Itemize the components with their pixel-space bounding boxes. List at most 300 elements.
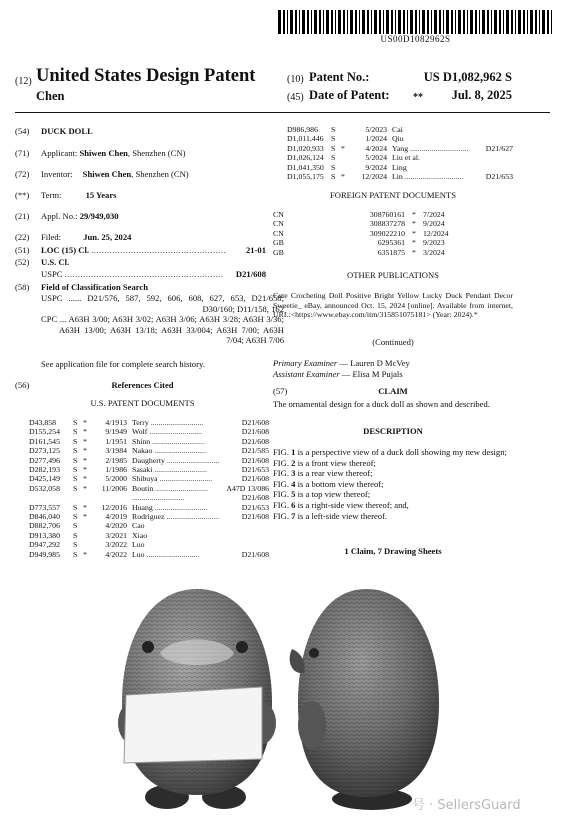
ref-name (132, 456, 224, 465)
ref-cell: S (73, 427, 78, 437)
fig-text: is a right-side view thereof; and, (295, 499, 409, 510)
ref-cell: D273,125 (29, 446, 60, 456)
ref-dots: ........................... (147, 427, 202, 437)
ref-cell: 1/1951 (105, 436, 127, 446)
ref-cell (341, 163, 353, 172)
us-cl-label: U.S. Cl. (41, 257, 70, 267)
ref-class: D21/653 (485, 172, 513, 182)
patent-type-title: United States Design Patent (36, 66, 256, 86)
ref-cell: D986,986 (287, 125, 318, 134)
ref-cell: 1/1986 (105, 465, 127, 475)
table-row (29, 540, 269, 549)
fig-text: is a rear view thereof; (295, 468, 373, 479)
uspc-label: USPC (41, 269, 63, 279)
table-row (273, 210, 473, 219)
table-row (287, 153, 513, 162)
appl-no (41, 211, 266, 222)
ref-inventor: Shibuya (132, 474, 158, 484)
ref-class (481, 134, 513, 143)
ref-cell: D949,985 (29, 549, 60, 559)
header-rule (15, 112, 550, 113)
ref-cell: * (83, 549, 87, 559)
table-row (29, 474, 269, 483)
table-row (273, 248, 473, 257)
ref-cell: * (83, 483, 87, 493)
ref-dots: ........................... (152, 502, 208, 512)
ref-cell: 4/2019 (105, 512, 127, 522)
ref-class (481, 153, 513, 162)
code-72: (72) (15, 169, 30, 179)
ref-cell: 5/2024 (365, 153, 387, 163)
ref-inventor: Liu et al. (392, 153, 420, 163)
ref-cell: 12/2024 (361, 172, 387, 182)
table-row (29, 512, 269, 521)
ref-cell: 5/2023 (365, 125, 387, 134)
ref-class: D21/608 (241, 512, 269, 522)
ref-cell: 4/1913 (105, 418, 127, 427)
ref-cell: 1/2024 (365, 134, 387, 144)
ref-cell: 9/2024 (365, 162, 387, 172)
claims-summary: 1 Claim, 7 Drawing Sheets (344, 546, 442, 556)
ref-dots: ........................... (148, 418, 204, 427)
ref-cell: D1,041,350 (287, 162, 324, 172)
fig-number: 7 (291, 510, 296, 521)
ref-inventor: Boutin (132, 483, 154, 493)
foreign-cell: GB (273, 238, 284, 248)
table-row (29, 521, 269, 530)
uspc-line: USPC ............................................................ D21/608 (41, 269, 266, 279)
table-row (29, 446, 269, 455)
primary-examiner-label: Primary Examiner (273, 358, 338, 368)
ref-cell: * (83, 465, 87, 475)
fig-number: 1 (291, 447, 296, 457)
field-of-search-cpc: CPC ... A63H 3/00; A63H 3/02; A63H 3/06; A63H 3/28; A63H 3/36; A63H 13/00; A63H 13/18; A63H 33/004; A63H 7/00; A63H 7/04; A63H 7/06 (41, 314, 284, 346)
ref-class: D21/608 (241, 493, 269, 503)
foreign-cell: * (412, 238, 416, 248)
ref-cell: S (73, 418, 78, 427)
code-57: (57) (273, 386, 288, 396)
code-21: (21) (15, 211, 30, 221)
ref-name (132, 531, 224, 540)
ref-cell: S (73, 502, 78, 512)
fig-number: 3 (291, 468, 296, 479)
ref-name (132, 437, 224, 446)
table-row (273, 219, 473, 228)
ref-inventor: Shinn (132, 436, 151, 446)
foreign-docs-title: FOREIGN PATENT DOCUMENTS (329, 190, 457, 200)
table-row (29, 484, 269, 493)
applicant-location: , Shenzhen (CN) (127, 148, 186, 158)
ref-cell: * (83, 446, 87, 456)
code-52: (52) (15, 257, 30, 267)
ref-cell: D1,020,933 (287, 143, 324, 153)
ref-cell: * (341, 143, 345, 153)
ref-cell (73, 493, 83, 502)
ref-cell: * (83, 512, 87, 522)
ref-inventor: Cao (132, 521, 145, 531)
claim-title: CLAIM (378, 386, 408, 396)
ref-dots: ........................... (150, 436, 205, 446)
applicant (41, 148, 266, 159)
assistant-examiner (273, 369, 513, 380)
ref-class: D21/608 (241, 549, 269, 559)
table-row (287, 172, 513, 181)
ref-cell: D846,040 (29, 512, 60, 522)
code-51: (51) (15, 245, 30, 255)
figure-description-item (273, 468, 513, 479)
ref-cell: 2/1985 (105, 455, 127, 465)
ref-name (132, 540, 224, 549)
ref-cell: S (331, 134, 336, 144)
ref-cell: * (83, 427, 87, 437)
ref-name (132, 474, 224, 483)
ref-class (224, 521, 269, 530)
figure-description-item (273, 489, 513, 500)
ref-name (132, 427, 224, 436)
ref-inventor: Huang (132, 502, 153, 512)
ref-class: D21/608 (241, 474, 269, 484)
fig-number: 2 (291, 457, 296, 468)
ref-cell: D882,706 (29, 521, 60, 531)
ref-cell: D947,292 (29, 540, 60, 550)
ref-cell: * (341, 172, 345, 182)
ref-cell: S (73, 521, 78, 531)
ref-cell: S (73, 474, 78, 484)
ref-dots: ........................... (153, 483, 208, 493)
ref-inventor: Qiu (392, 134, 404, 144)
table-row (29, 456, 269, 465)
filed-label: Filed: (41, 232, 62, 242)
ref-cell (83, 493, 95, 502)
ref-cell: * (83, 474, 87, 484)
ref-cell: D1,026,124 (287, 153, 324, 163)
ref-class: D21/653 (241, 465, 269, 475)
ref-name (392, 125, 481, 134)
code-54: (54) (15, 126, 30, 136)
ref-cell: 3/2022 (105, 540, 127, 550)
figure-description-item (273, 500, 513, 511)
filed-value: Jun. 25, 2024 (83, 232, 132, 242)
ref-cell: S (73, 436, 78, 446)
fig-prefix: FIG. (273, 447, 292, 457)
figure-duck-doll-front-perspective (112, 583, 282, 815)
inventor-name: Shiwen Chen (82, 169, 132, 179)
table-row (273, 229, 473, 238)
foreign-cell: 6295361 (377, 238, 405, 248)
barcode-number: US00D1082962S (380, 34, 451, 44)
ref-cell: 4/2024 (365, 143, 387, 153)
foreign-cell: * (412, 210, 416, 219)
ref-inventor: Luo (132, 540, 145, 550)
foreign-cell: CN (273, 228, 284, 238)
inventor-location: , Shenzhen (CN) (131, 169, 189, 179)
ref-cell: 11/2006 (101, 483, 127, 493)
ref-name (132, 465, 224, 474)
ref-inventor: Rodriguez (132, 512, 165, 522)
ref-cell: * (83, 418, 87, 427)
ref-dots: ........................... (152, 446, 207, 456)
us-references-continued-table (287, 125, 513, 181)
ref-class (224, 531, 269, 540)
foreign-cell: 7/2024 (423, 210, 445, 219)
table-row (29, 531, 269, 540)
ref-cell: D1,011,446 (287, 134, 324, 144)
design-title: DUCK DOLL (41, 126, 93, 136)
ref-cell: D282,193 (29, 465, 60, 475)
us-references-table (29, 418, 269, 559)
figure-description-item (273, 458, 513, 469)
ref-cell: S (331, 153, 336, 163)
primary-examiner-name: — Lauren D McVey (337, 358, 410, 368)
fig-number: 5 (291, 489, 296, 500)
date-marker: ** (413, 92, 423, 103)
code-22: (22) (15, 232, 30, 242)
table-row (287, 125, 513, 134)
ref-cell: 12/2016 (101, 502, 127, 512)
ref-dots: ........................... (164, 455, 220, 465)
ref-inventor: Nakao (132, 446, 153, 456)
ref-dots: ........................... (132, 493, 185, 503)
primary-examiner (273, 358, 513, 369)
foreign-cell: * (412, 219, 416, 229)
claim-text: The ornamental design for a duck doll as shown and described. (273, 399, 490, 409)
ref-cell: 3/1984 (105, 446, 127, 456)
code-58: (58) (15, 282, 30, 292)
term-label: Term: (41, 190, 62, 200)
ref-name (132, 521, 224, 530)
ref-cell: D161,545 (29, 436, 60, 446)
ref-name (392, 144, 481, 153)
figure-description-item (273, 447, 513, 458)
barcode-image (278, 10, 553, 34)
ref-cell: S (331, 143, 336, 153)
foreign-cell: 308837278 (369, 219, 405, 229)
ref-inventor: Lin (392, 172, 403, 182)
ref-cell: D1,055,175 (287, 172, 324, 182)
ref-dots: .............................. (408, 143, 469, 153)
foreign-documents-table (273, 210, 473, 257)
ref-class: D21/585 (241, 446, 269, 456)
fig-prefix: FIG. (273, 457, 292, 468)
ref-cell: S (73, 465, 78, 475)
term (41, 190, 266, 201)
table-row (287, 144, 513, 153)
continued-note: (Continued) (372, 337, 414, 347)
ref-inventor: Daugherty (132, 455, 165, 465)
description-title: DESCRIPTION (363, 426, 423, 436)
foreign-cell: GB (273, 247, 284, 257)
assistant-examiner-name: — Elisa M Pujals (339, 369, 403, 379)
ref-name (132, 418, 224, 427)
figure-description-item (273, 479, 513, 490)
ref-name (132, 493, 224, 502)
loc-label: LOC (15) Cl. (41, 245, 89, 255)
table-row (29, 465, 269, 474)
date-of-patent-label: Date of Patent: (309, 88, 390, 102)
ref-inventor: Luo (132, 549, 145, 559)
ref-class: D21/608 (241, 418, 269, 427)
references-cited-title: References Cited (111, 380, 174, 390)
foreign-cell: CN (273, 210, 284, 219)
inventor (41, 169, 266, 180)
code-term: (**) (15, 190, 30, 200)
ref-cell: S (73, 446, 78, 456)
ref-cell: D43,858 (29, 418, 57, 427)
table-row (29, 550, 269, 559)
applicant-label: Applicant: (41, 148, 78, 158)
ref-cell: D913,380 (29, 530, 60, 540)
uspc-value: D21/608 (235, 269, 266, 279)
table-row (287, 134, 513, 143)
ref-cell: S (73, 530, 78, 540)
ref-cell (341, 125, 353, 134)
ref-inventor: Ling (392, 162, 407, 172)
ref-cell (83, 531, 95, 540)
fig-prefix: FIG. (273, 478, 292, 489)
table-row (29, 427, 269, 436)
ref-cell: 4/2022 (105, 549, 127, 559)
ref-cell: S (73, 540, 78, 550)
fig-prefix: FIG. (273, 499, 292, 510)
ref-cell: S (73, 549, 78, 559)
fig-prefix: FIG. (273, 489, 292, 500)
ref-inventor: Terry (132, 418, 149, 427)
ref-cell (83, 540, 95, 549)
ref-cell: D425,149 (29, 474, 60, 484)
code-10: (10) (287, 74, 304, 85)
ref-name (132, 550, 224, 559)
fig-prefix: FIG. (273, 468, 292, 479)
foreign-cell: 308760161 (369, 210, 405, 219)
loc-class: LOC (15) Cl. ................................................... 21-01 (41, 245, 266, 255)
ref-inventor: Yang (392, 143, 409, 153)
ref-cell (29, 493, 73, 502)
see-application-note: See application file for complete search history. (41, 359, 205, 369)
ref-cell: S (331, 172, 336, 182)
ref-cell (341, 134, 353, 143)
appl-no-label: Appl. No.: (41, 211, 78, 221)
ref-name (132, 484, 224, 493)
ref-name (392, 134, 481, 143)
assistant-examiner-label: Assistant Examiner (273, 369, 340, 379)
ref-class: D21/608 (241, 455, 269, 465)
foreign-cell: 9/2024 (423, 219, 445, 229)
code-56: (56) (15, 380, 30, 390)
inventor-label: Inventor: (41, 169, 73, 179)
ref-class: A47D 13/086 (226, 483, 269, 493)
foreign-cell: 309022210 (369, 228, 405, 238)
us-patent-documents-title: U.S. PATENT DOCUMENTS (90, 398, 195, 408)
field-of-search-uspc: USPC ...... D21/576, 587, 592, 606, 608, 627, 653, D21/658; D30/160; D11/158, 162 (41, 293, 284, 314)
term-value: 15 Years (85, 190, 117, 200)
ref-cell: 3/2021 (105, 530, 127, 540)
foreign-cell: * (412, 247, 416, 257)
fig-number: 6 (291, 499, 296, 510)
ref-inventor: Wolf (132, 427, 148, 437)
ref-name (392, 172, 481, 181)
ref-cell: * (83, 436, 87, 446)
ref-cell: D773,557 (29, 502, 60, 512)
ref-name (392, 163, 481, 172)
ref-cell: S (331, 125, 336, 134)
fig-text: is a perspective view of a duck doll showing my new design; (295, 447, 507, 457)
ref-cell: * (83, 502, 87, 512)
ref-name (392, 153, 481, 162)
patent-number: US D1,082,962 S (423, 70, 512, 84)
ref-cell: D155,254 (29, 427, 60, 437)
table-row (29, 493, 269, 502)
foreign-cell: * (412, 228, 416, 238)
ref-class: D21/627 (485, 143, 513, 153)
ref-class: D21/608 (241, 436, 269, 446)
foreign-cell: 9/2023 (423, 238, 445, 248)
fig-number: 4 (291, 478, 296, 489)
applicant-name: Shiwen Chen (79, 148, 128, 158)
ref-inventor: Cai (392, 125, 403, 134)
loc-value: 21-01 (245, 245, 266, 255)
figure-descriptions (273, 447, 513, 521)
code-45: (45) (287, 92, 304, 103)
ref-name (132, 503, 224, 512)
field-of-search-label: Field of Classification Search (41, 282, 149, 292)
ref-cell: S (73, 455, 78, 465)
code-12: (12) (15, 76, 32, 87)
ref-cell: * (83, 455, 87, 465)
ref-cell (341, 153, 353, 162)
inventor-surname: Chen (36, 89, 65, 103)
table-row (287, 163, 513, 172)
fig-text: is a bottom view thereof; (295, 478, 384, 489)
table-row (273, 238, 473, 247)
ref-dots: ........................... (152, 465, 207, 475)
foreign-cell: 3/2024 (423, 247, 445, 257)
ref-inventor: Sasaki (132, 465, 153, 475)
ref-name (132, 512, 224, 521)
figure-duck-doll-side-view (284, 585, 444, 813)
ref-dots: ........................... (144, 549, 200, 559)
appl-no-value: 29/949,030 (79, 211, 119, 221)
table-row (29, 418, 269, 427)
patent-no-label: Patent No.: (309, 70, 370, 84)
ref-cell (95, 493, 132, 502)
ref-cell: S (331, 162, 336, 172)
table-row (29, 437, 269, 446)
foreign-cell: CN (273, 219, 284, 229)
ref-dots: .............................. (402, 172, 464, 182)
ref-dots: ........................... (164, 512, 220, 522)
ref-cell: S (73, 483, 78, 493)
other-publications-title: OTHER PUBLICATIONS (347, 270, 439, 280)
other-publication-text: Cute Crocheting Doll Positive Bright Yellow Lucky Duck Pendant Decor Sweetie_ eBay, announced Oct. 15, 2024 [online]. Available from internet, URL:<https://www.ebay.com/itm/315851075181> (Year: 2024).* (273, 291, 513, 320)
ref-cell: 4/2020 (105, 521, 127, 531)
foreign-cell: 6351875 (377, 247, 405, 257)
fig-text: is a top view thereof; (295, 489, 371, 500)
ref-cell: S (73, 512, 78, 522)
fig-prefix: FIG. (273, 510, 292, 521)
ref-cell: D277,496 (29, 455, 60, 465)
ref-class: D21/608 (241, 427, 269, 437)
ref-class: D21/653 (241, 502, 269, 512)
ref-cell: 5/2000 (105, 474, 127, 484)
foreign-cell: 12/2024 (423, 228, 449, 238)
ref-name (132, 446, 224, 455)
ref-cell (83, 521, 95, 530)
filed (41, 232, 266, 243)
figure-description-item (273, 511, 513, 522)
table-row (29, 503, 269, 512)
ref-class (481, 163, 513, 172)
ref-class (224, 540, 269, 549)
